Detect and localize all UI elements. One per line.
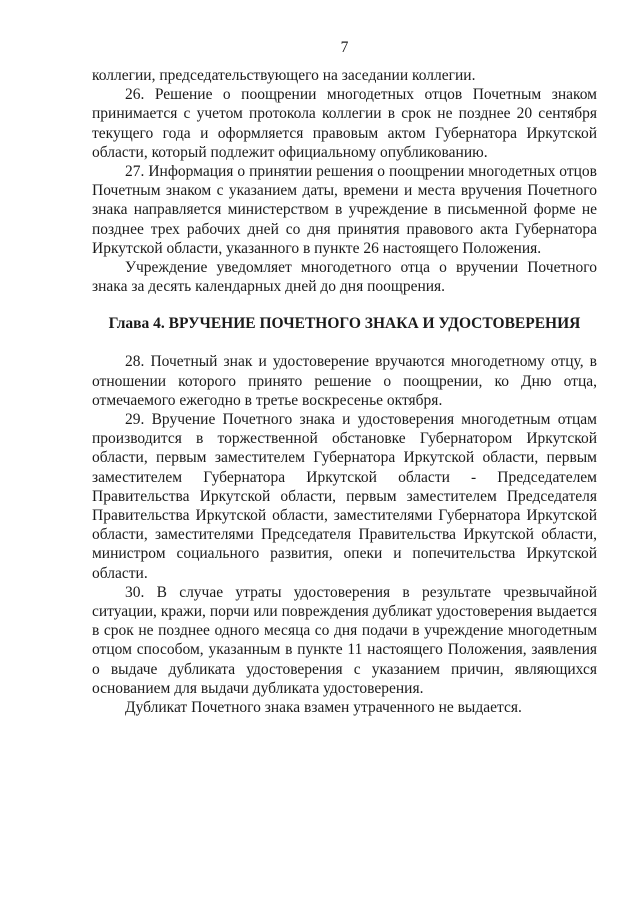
- paragraph-28: 28. Почетный знак и удостоверение вручаются многодетному отцу, в отношении которого принято решение о поощрении, ко Дню отца, отмечаемого ежегодно в третье воскресенье октября.: [92, 353, 597, 409]
- section-after: [92, 352, 597, 717]
- paragraph-26: 26. Решение о поощрении многодетных отцов Почетным знаком принимается с учетом протокола коллегии в срок не позднее 20 сентября текущего года и оформляется правовым актом Губернатора Иркутской области, который подлежит официальному опубликованию.: [92, 86, 597, 161]
- section-before: [92, 66, 597, 296]
- paragraph-29: 29. Вручение Почетного знака и удостоверения многодетным отцам производится в торжественной обстановке Губернатором Иркутской области, первым заместителем Губернатора Иркутской области, первым заместителем Губернатора Иркутской области - Председателем Правительства Иркутской области, первым заместителем Председателя Правительства Иркутской области, заместителями Губернатора Иркутской области, заместителями Председателя Правительства Иркутской области, министром социального развития, опеки и попечительства Иркутской области.: [92, 411, 597, 582]
- page-number: 7: [340, 39, 349, 56]
- paragraph-duplicate: Дубликат Почетного знака взамен утраченного не выдается.: [125, 699, 522, 717]
- paragraph-continuation: коллегии, председательствующего на заседании коллегии.: [92, 67, 476, 84]
- paragraph-27: 27. Информация о принятии решения о поощрении многодетных отцов Почетным знаком с указанием даты, времени и места вручения Почетного знака направляется министерством в учреждение в письменной форме не позднее трех рабочих дней со дня принятия правового акта Губернатора Иркутской области, указанного в пункте 26 настоящего Положения.: [92, 163, 597, 257]
- document-page: [92, 38, 597, 717]
- chapter-heading: Глава 4. ВРУЧЕНИЕ ПОЧЕТНОГО ЗНАКА И УДОСТОВЕРЕНИЯ: [108, 315, 581, 333]
- paragraph-30: 30. В случае утраты удостоверения в результате чрезвычайной ситуации, кражи, порчи или повреждения дубликат удостоверения выдается в срок не позднее одного месяца со дня подачи в учреждение многодетным отцом способом, указанным в пункте 11 настоящего Положения, заявления о выдаче дубликата удостоверения с указанием причин, являющихся основанием для выдачи дубликата удостоверения.: [92, 583, 597, 697]
- paragraph-notification: Учреждение уведомляет многодетного отца о вручении Почетного знака за десять календарных дней до дня поощрения.: [92, 259, 597, 296]
